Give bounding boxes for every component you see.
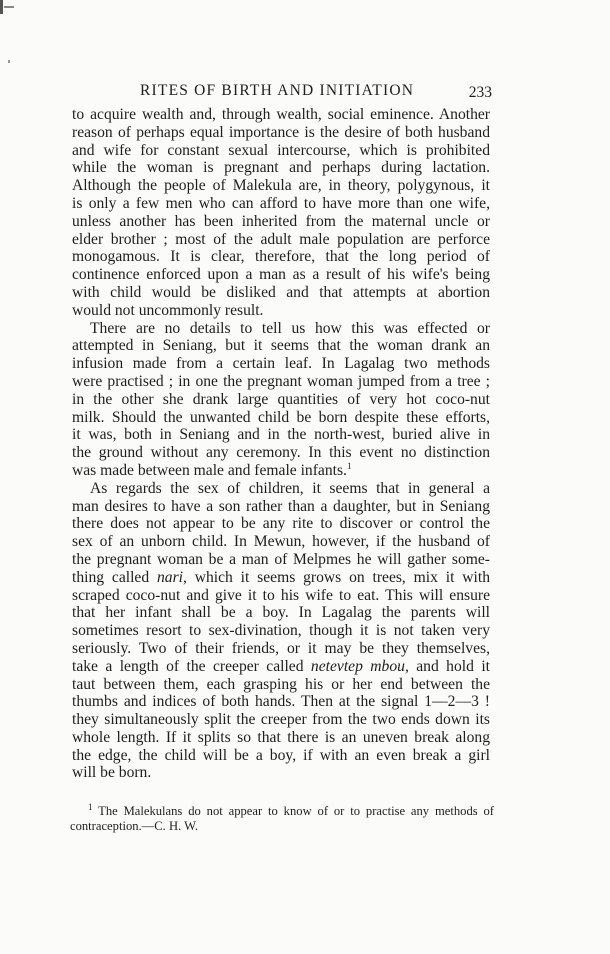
text-run: whole length. If it splits so that there is an uneven break along	[72, 728, 490, 746]
text-run: in the other she drank large quantities of very hot coco-nut	[72, 390, 490, 408]
page-number: 233	[468, 84, 492, 101]
scan-mark	[4, 6, 14, 8]
text-line	[72, 693, 490, 711]
text-run: the ground without any ceremony. In this event no distinction	[72, 444, 490, 462]
scan-mark	[0, 0, 3, 14]
footnote-marker: 1	[346, 460, 352, 471]
text-line	[72, 373, 490, 391]
paragraph	[72, 320, 490, 480]
text-line	[72, 355, 490, 373]
text-line	[72, 764, 490, 782]
text-run: infusion made from a certain leaf. In Lagalag two methods	[72, 355, 490, 373]
text-run: reason of perhaps equal importance is the desire of both husband	[72, 123, 490, 141]
text-run: was made between male and female infants.	[72, 461, 347, 479]
text-line	[72, 640, 490, 658]
body-text	[72, 106, 490, 782]
text-run: elder brother ; most of the adult male population are perforce	[72, 230, 490, 248]
text-line	[72, 159, 490, 177]
text-line	[72, 587, 490, 605]
text-line	[72, 409, 490, 427]
text-line	[72, 569, 490, 587]
italic-term: nari	[156, 568, 183, 586]
paragraph	[72, 106, 490, 320]
text-line	[72, 604, 490, 622]
text-line	[72, 551, 490, 569]
page-header	[72, 82, 492, 102]
text-run: is only a few men who can afford to have more than one wife,	[72, 194, 490, 212]
text-line	[72, 711, 490, 729]
text-run: The Malekulans do not appear to know of or to practise any methods of	[92, 804, 494, 818]
text-line	[72, 622, 490, 640]
text-line	[72, 747, 490, 765]
text-run: attempted in Seniang, but it seems that the woman drank an	[72, 337, 490, 355]
running-title: RITES OF BIRTH AND INITIATION	[140, 82, 415, 99]
text-line	[72, 480, 490, 498]
text-run: they simultaneously split the creeper from the two ends down its	[72, 711, 490, 729]
text-run: it was, both in Seniang and in the north-west, buried alive in	[72, 426, 490, 444]
footnote-marker: 1	[88, 801, 93, 812]
text-line	[72, 426, 490, 444]
text-line	[72, 195, 490, 213]
text-run: taut between them, each grasping his or her end between the	[72, 675, 490, 693]
text-line	[72, 284, 490, 302]
text-run: the edge, the child will be a boy, if with an even break a girl	[72, 746, 490, 764]
text-run: , which it seems grows on trees, mix it with	[182, 568, 491, 586]
text-line	[72, 142, 490, 160]
text-run: As regards the sex of children, it seems that in general a	[90, 479, 490, 497]
text-line	[70, 819, 494, 834]
text-run: sex of an unborn child. In Mewun, however, if the husband of	[72, 533, 490, 551]
text-line	[72, 320, 490, 338]
text-run: with child would be disliked and that attempts at abortion	[72, 283, 490, 301]
text-line	[70, 801, 494, 819]
footnote	[70, 801, 494, 834]
text-run: there does not appear to be any rite to discover or control the	[72, 515, 490, 533]
text-line	[72, 676, 490, 694]
text-run: man desires to have a son rather than a daughter, but in Seniang	[72, 497, 490, 515]
text-run: monogamous. It is clear, therefore, that the long period of	[72, 248, 490, 266]
text-line	[72, 337, 490, 355]
text-run: the pregnant woman be a man of Melpmes he will gather some-	[72, 550, 490, 568]
text-run: thumbs and indices of both hands. Then at the signal 1—2—3 !	[72, 693, 490, 711]
text-line	[72, 444, 490, 462]
text-line	[72, 106, 490, 124]
text-run: would not uncommonly result.	[72, 301, 264, 319]
text-run: There are no details to tell us how this was effected or	[90, 319, 490, 337]
text-line	[72, 302, 490, 320]
text-line	[72, 266, 490, 284]
text-run: were practised ; in one the pregnant woman jumped from a tree ;	[72, 372, 490, 390]
text-line	[72, 462, 490, 480]
text-line	[72, 231, 490, 249]
text-line	[72, 533, 490, 551]
scan-mark	[8, 60, 10, 63]
text-line	[72, 213, 490, 231]
text-line	[72, 658, 490, 676]
text-run: unless another has been inherited from the maternal uncle or	[72, 212, 490, 230]
text-line	[72, 515, 490, 533]
text-run: milk. Should the unwanted child be born despite these efforts,	[72, 408, 490, 426]
text-run: contraception.—C. H. W.	[70, 819, 199, 833]
text-line	[72, 498, 490, 516]
paragraph	[72, 480, 490, 783]
text-run: , and hold it	[404, 657, 490, 675]
text-run: take a length of the creeper called	[72, 657, 311, 675]
text-run: seriously. Two of their friends, or it may be they themselves,	[72, 639, 490, 657]
text-line	[72, 177, 490, 195]
text-run: continence enforced upon a man as a result of his wife's being	[72, 266, 490, 284]
text-line	[72, 124, 490, 142]
text-line	[72, 729, 490, 747]
text-run: that her infant shall be a boy. In Lagalag the parents will	[72, 604, 490, 622]
text-run: sometimes resort to sex-divination, though it is not taken very	[72, 622, 490, 640]
text-run: to acquire wealth and, through wealth, social eminence. Another	[72, 106, 490, 123]
text-run: Although the people of Malekula are, in theory, polygynous, it	[72, 177, 490, 195]
text-run: scraped coco-nut and give it to his wife to eat. This will ensure	[72, 586, 490, 604]
text-run: while the woman is pregnant and perhaps during lactation.	[72, 159, 490, 177]
italic-term: netevtep mbou	[310, 657, 405, 675]
text-line	[72, 248, 490, 266]
text-line	[72, 391, 490, 409]
text-run: will be born.	[72, 764, 152, 782]
text-run: and wife for constant sexual intercourse, which is prohibited	[72, 141, 490, 159]
text-run: thing called	[72, 568, 157, 586]
